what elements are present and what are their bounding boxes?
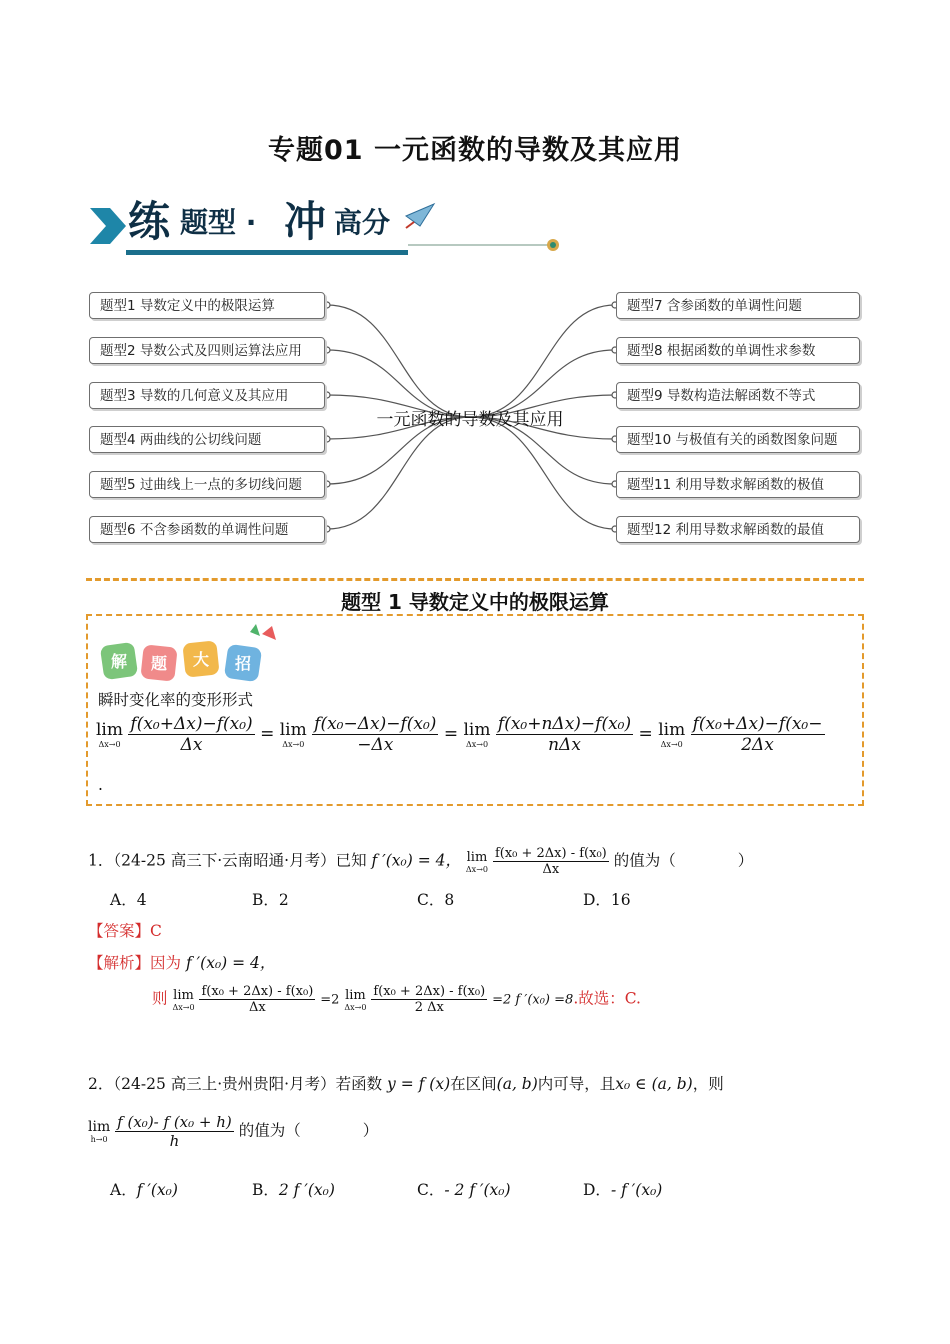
q2-number: 2． <box>88 1075 114 1093</box>
mindmap-item-9: 题型9 导数构造法解函数不等式 <box>616 382 860 409</box>
paper-plane-icon <box>406 204 434 228</box>
q1-number: 1． <box>88 851 114 870</box>
question-2: 2．（24-25 高三上·贵州贵阳·月考）若函数 y = f (x)在区间(a, b)内可导，且x₀ ∈ (a, b)，则 <box>88 1075 724 1093</box>
badge-char-2: 题 <box>150 654 168 673</box>
answer-label: 【答案】 <box>88 922 151 940</box>
q1-option-b: B．2 <box>252 891 289 909</box>
mindmap-item-10: 题型10 与极值有关的函数图象问题 <box>616 426 860 453</box>
q1-option-a: A．4 <box>110 891 147 909</box>
q1-answer <box>88 919 162 941</box>
banner-text-2: 高分 <box>334 206 391 239</box>
section-title: 题型 1 导数定义中的极限运算 <box>341 590 609 614</box>
q1-source: （24-25 高三下·云南昭通·月考）已知 <box>113 851 367 870</box>
tip-text: 瞬时变化率的变形形式 <box>98 691 254 709</box>
badge-char-3: 大 <box>192 650 210 669</box>
q1-tail: 的值为（ ） <box>613 851 754 870</box>
analysis-label: 【解析】 <box>88 954 151 972</box>
q1-option-c: C．8 <box>417 891 455 909</box>
mindmap-item-1: 题型1 导数定义中的极限运算 <box>89 292 325 319</box>
q2-source: （24-25 高三上·贵州贵阳·月考）若函数 <box>113 1075 383 1093</box>
sparkle-icon <box>262 626 276 640</box>
q2-option-a: A．f ′(x₀) <box>110 1181 178 1199</box>
mindmap-item-6: 题型6 不含参函数的单调性问题 <box>89 516 325 543</box>
page-title: 专题01 一元函数的导数及其应用 <box>268 135 682 166</box>
q1-solution: 则 lim Δx→0 $\frac{\text{f(x₀ + 2Δx) - f(x₀)}}{\Delta x}$ =2 lim Δx→0 $\frac{\text{f(x₀ + 2Δx) - f(x₀)}}{2 \Delta x}$ =2 f ′(x₀) =8.故选：C. <box>152 984 641 1015</box>
q1-given: f ′(x₀) = 4， <box>371 851 461 870</box>
mindmap-item-2: 题型2 导数公式及四则运算法应用 <box>89 337 325 364</box>
section-divider <box>86 578 864 581</box>
analysis-text: 因为 <box>150 954 182 972</box>
q2-option-c: C．- 2 f ′(x₀) <box>417 1181 511 1199</box>
tip-box <box>86 614 864 806</box>
mindmap-item-8: 题型8 根据函数的单调性求参数 <box>616 337 860 364</box>
tip-end: . <box>98 776 103 794</box>
banner-text-1: 题型 · <box>180 206 257 239</box>
banner-char-1: 练 <box>128 197 171 246</box>
q2-expression: lim h→0 $\frac{\text{f (x₀)- f (x₀ + h)}}{h}$ 的值为（ ） <box>88 1113 379 1150</box>
badge-char-1: 解 <box>110 652 128 671</box>
banner-char-2: 冲 <box>284 197 327 246</box>
mindmap-item-3: 题型3 导数的几何意义及其应用 <box>89 382 325 409</box>
mindmap-item-5: 题型5 过曲线上一点的多切线问题 <box>89 471 325 498</box>
mindmap-center: 一元函数的导数及其应用 <box>376 410 564 430</box>
q1-analysis <box>88 951 275 973</box>
banner-chevron-icon <box>90 208 126 244</box>
mindmap-item-7: 题型7 含参函数的单调性问题 <box>616 292 860 319</box>
question-1: 1．（24-25 高三下·云南昭通·月考）已知 f ′(x₀) = 4， lim Δx→0 $\frac{\text{f(x₀ + 2Δx) - f(x₀)}}{\Delta x}$ 的值为（ ） <box>88 846 754 877</box>
q2-option-b: B．2 f ′(x₀) <box>252 1181 335 1199</box>
mindmap-item-12: 题型12 利用导数求解函数的最值 <box>616 516 860 543</box>
tip-badge <box>100 622 280 686</box>
mindmap-item-11: 题型11 利用导数求解函数的极值 <box>616 471 860 498</box>
q2-option-d: D．- f ′(x₀) <box>583 1181 663 1199</box>
answer-value: C <box>150 922 162 940</box>
section-banner <box>88 188 568 266</box>
mindmap-item-4: 题型4 两曲线的公切线问题 <box>89 426 325 453</box>
analysis-given: f ′(x₀) = 4， <box>185 954 276 972</box>
q1-option-d: D．16 <box>583 891 631 909</box>
badge-char-4: 招 <box>234 654 252 673</box>
formula-row: lim Δx→0 $\frac{\text{f(x₀+Δx)−f(x₀)}}{\Delta x}$ = lim Δx→0 $\frac{\text{f(x₀−Δx)−f(x₀)}}{-\Delta x}$ = lim Δx→0 $\frac{\text{f(x₀+nΔx)−f(x₀)}}{\text{nΔx}}$ = lim Δx→0 $\frac{\text{f(x₀+Δx)−f(x₀−}}{2\Delta x}$ <box>96 714 823 755</box>
